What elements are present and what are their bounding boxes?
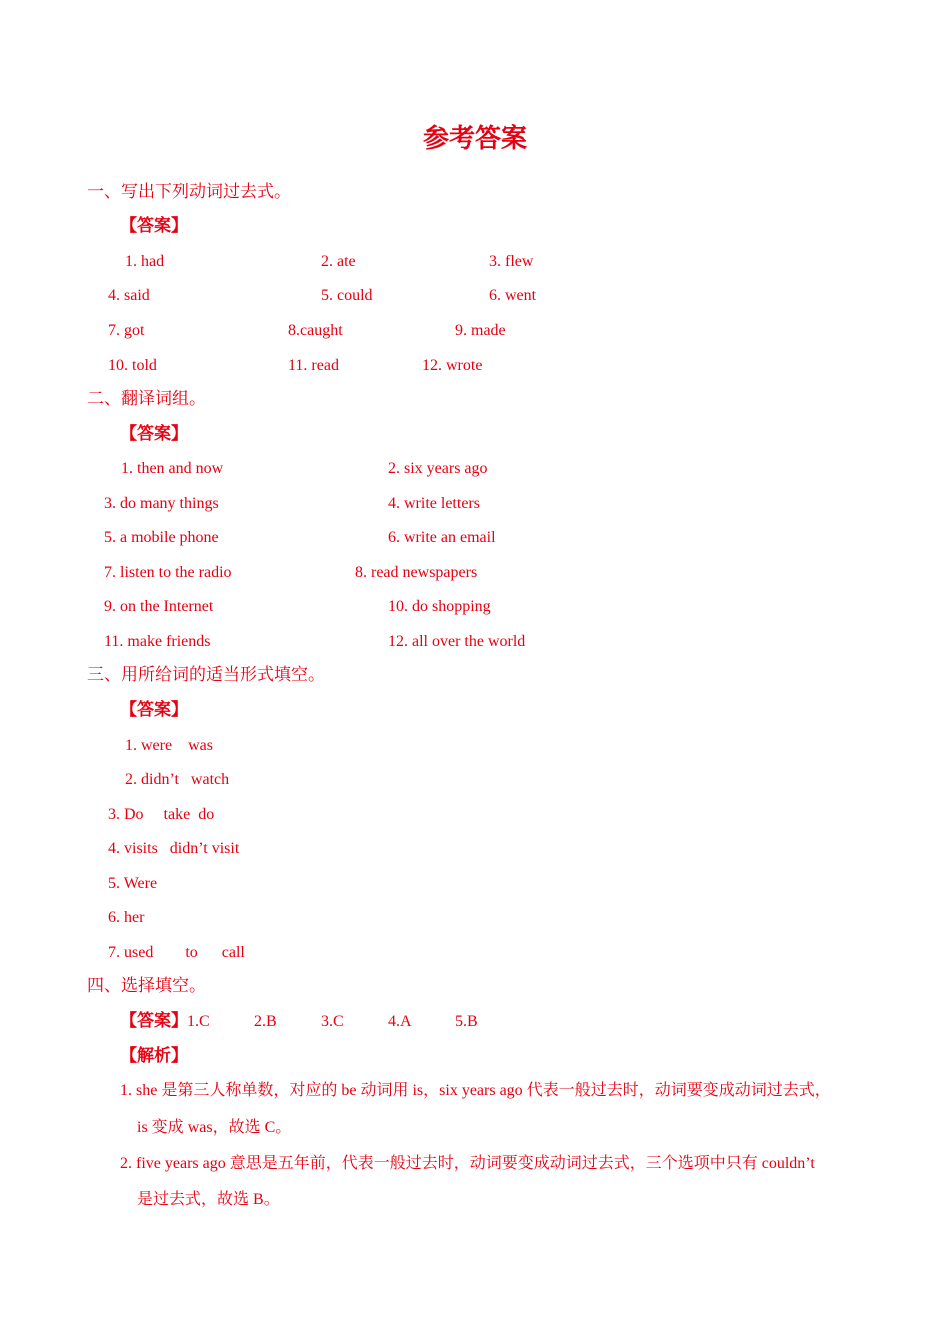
- choice-answer: 1.C: [187, 1013, 210, 1030]
- list-item: 1. had: [125, 253, 165, 270]
- list-item: 5. could: [321, 287, 373, 304]
- list-item: 1. then and now: [121, 460, 224, 477]
- list-item: 10. do shopping: [388, 598, 491, 615]
- explanation-2-line-2: [137, 1191, 280, 1208]
- list-item: 5. Were: [108, 875, 158, 892]
- explanation-text: 故选: [228, 1117, 261, 1136]
- section-1-answer-tag: 【答案】: [120, 216, 188, 236]
- choice-answer: 4.A: [388, 1013, 412, 1030]
- explanation-text: is: [137, 1119, 152, 1136]
- list-item: 7. used to call: [108, 944, 245, 961]
- list-item: 5. a mobile phone: [104, 529, 219, 546]
- explanation-text: 意思是五年前，代表一般过去时，动词要变成动词过去式，三个选项中只有: [229, 1153, 758, 1172]
- list-item: 9. on the Internet: [104, 598, 214, 615]
- section-2-heading: 二、翻译词组。: [87, 389, 206, 409]
- list-item: 10. told: [108, 357, 157, 374]
- choice-answer: 2.B: [254, 1013, 277, 1030]
- section-2-answer-tag: 【答案】: [120, 424, 188, 444]
- section-4-answer-tag: 【答案】: [120, 1011, 188, 1031]
- list-item: 7. got: [108, 322, 145, 339]
- explanation-text: 变成: [151, 1117, 184, 1136]
- explanation-text: 是过去式，故选: [137, 1189, 250, 1208]
- list-item: 11. make friends: [104, 633, 211, 650]
- list-item: 1. were was: [125, 737, 213, 754]
- list-item: 4. write letters: [388, 495, 480, 512]
- list-item: 4. said: [108, 287, 150, 304]
- section-3-heading: 三、用所给词的适当形式填空。: [87, 665, 325, 685]
- section-4-heading: 四、选择填空。: [87, 976, 206, 996]
- list-item: 8. read newspapers: [355, 564, 478, 581]
- explanation-text: 动词用: [360, 1080, 409, 1099]
- list-item: 3. Do take do: [108, 806, 215, 823]
- list-item: 11. read: [288, 357, 339, 374]
- list-item: 2. six years ago: [388, 460, 488, 477]
- list-item: 3. flew: [489, 253, 534, 270]
- section-1-heading: 一、写出下列动词过去式。: [87, 182, 291, 202]
- list-item: 4. visits didn’t visit: [108, 840, 240, 857]
- choice-answer: 3.C: [321, 1013, 344, 1030]
- explanation-2-line-1: [120, 1155, 815, 1172]
- page-title: 参考答案: [422, 124, 527, 154]
- explanation-text: 1. she: [120, 1082, 162, 1099]
- explanation-text: is，six years ago: [408, 1082, 527, 1099]
- explanation-text: 代表一般过去时，动词要变成动词过去式，: [526, 1080, 831, 1099]
- list-item: 9. made: [455, 322, 506, 339]
- list-item: 6. write an email: [388, 529, 496, 546]
- choice-answer: 5.B: [455, 1013, 478, 1030]
- explanation-text: 2. five years ago: [120, 1155, 230, 1172]
- explanation-text: 是第三人称单数，对应的: [161, 1080, 338, 1099]
- explanation-text: B。: [249, 1191, 280, 1208]
- list-item: 2. ate: [321, 253, 356, 270]
- section-4-analysis-tag: 【解析】: [120, 1046, 188, 1066]
- list-item: 6. her: [108, 909, 145, 926]
- explanation-text: was，: [183, 1119, 229, 1136]
- list-item: 12. all over the world: [388, 633, 526, 650]
- section-3-answer-tag: 【答案】: [120, 700, 188, 720]
- explanation-text: C。: [260, 1119, 292, 1136]
- list-item: 12. wrote: [422, 357, 483, 374]
- list-item: 6. went: [489, 287, 537, 304]
- list-item: 8.caught: [288, 322, 343, 339]
- list-item: 7. listen to the radio: [104, 564, 232, 581]
- explanation-text: be: [337, 1082, 361, 1099]
- explanation-1-line-1: [120, 1082, 831, 1099]
- explanation-1-line-2: [137, 1119, 291, 1136]
- list-item: 3. do many things: [104, 495, 219, 512]
- explanation-text: couldn’t: [757, 1155, 815, 1172]
- list-item: 2. didn’t watch: [125, 771, 230, 788]
